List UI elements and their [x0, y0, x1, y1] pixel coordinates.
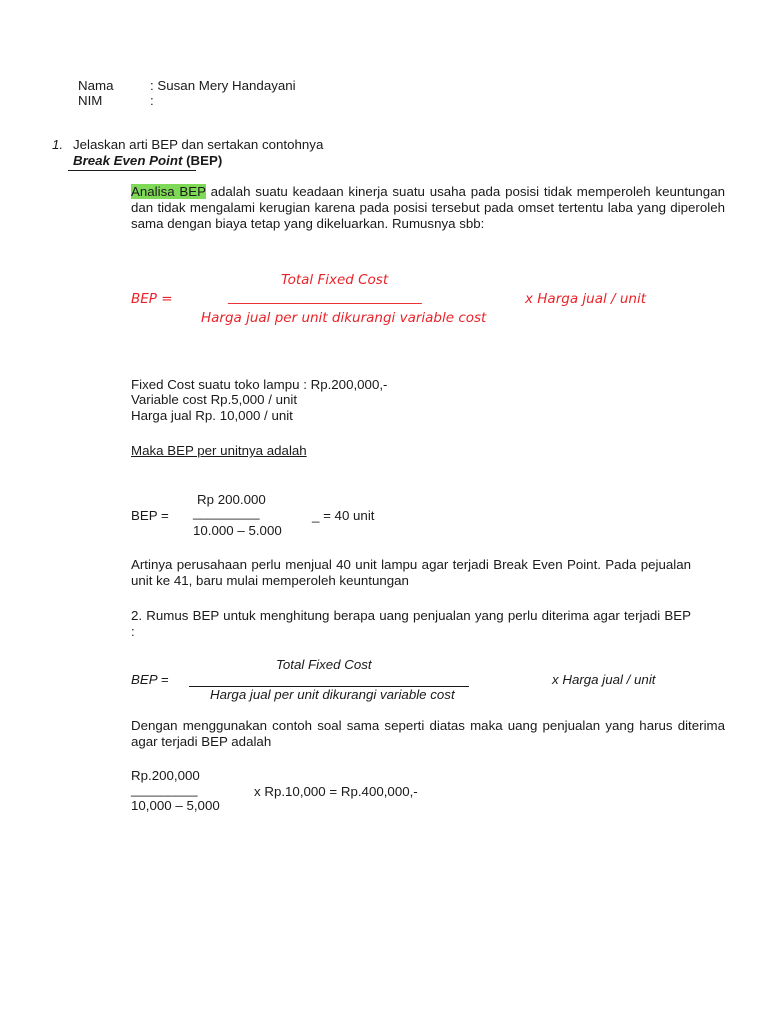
calc1-numerator: Rp 200.000 [197, 492, 266, 507]
term-heading [73, 153, 222, 169]
formula2-denominator: Harga jual per unit dikurangi variable cost [210, 687, 455, 702]
term-underline [68, 170, 196, 171]
formula1-multiplier: x Harga jual / unit [525, 291, 647, 307]
calc2-result: x Rp.10,000 = Rp.400,000,- [254, 784, 418, 799]
example-heading: Maka BEP per unitnya adalah [131, 443, 307, 458]
example-fixed-cost: Fixed Cost suatu toko lampu : Rp.200,000,- [131, 377, 388, 392]
calc2-fraction-bar: _________ [131, 782, 198, 797]
example-price: Harga jual Rp. 10,000 / unit [131, 408, 293, 423]
formula1-denominator: Harga jual per unit dikurangi variable cost [201, 310, 487, 326]
formula2-multiplier: x Harga jual / unit [552, 672, 656, 687]
term-name: Break Even Point [73, 153, 183, 168]
example-variable-cost: Variable cost Rp.5,000 / unit [131, 392, 298, 407]
nim-label: NIM [78, 93, 103, 108]
calc2-denominator: 10,000 – 5,000 [131, 798, 220, 813]
intro2-paragraph: Dengan menggunakan contoh soal sama seperti diatas maka uang penjualan yang harus diterima agar terjadi BEP adalah [131, 718, 725, 749]
question-2-text: 2. Rumus BEP untuk menghitung berapa uang penjualan yang perlu diterima agar terjadi BEP : [131, 608, 691, 639]
question-number: 1. [52, 137, 64, 152]
definition-paragraph [131, 184, 725, 232]
calc1-fraction-bar: _________ [193, 505, 260, 520]
definition-highlight: Analisa BEP [131, 184, 206, 199]
nim-value: : [150, 93, 154, 108]
formula1-lhs: BEP = [131, 291, 173, 307]
calc1-lhs: BEP = [131, 508, 169, 523]
formula2-numerator: Total Fixed Cost [276, 657, 372, 672]
nama-value: : Susan Mery Handayani [150, 78, 296, 93]
question-1-text: Jelaskan arti BEP dan sertakan contohnya [73, 137, 324, 152]
formula1-numerator: Total Fixed Cost [281, 272, 389, 288]
conclusion-paragraph: Artinya perusahaan perlu menjual 40 unit lampu agar terjadi Break Even Point. Pada pejualan unit ke 41, baru mulai memperoleh keuntungan [131, 557, 691, 588]
formula1-fraction-bar: ______________________________ [228, 289, 422, 305]
term-abbr: (BEP) [182, 153, 223, 168]
formula2-lhs: BEP = [131, 672, 169, 687]
calc1-denominator: 10.000 – 5.000 [193, 523, 282, 538]
nama-label: Nama [78, 78, 114, 93]
calc1-result: _ = 40 unit [312, 508, 375, 523]
calc2-numerator: Rp.200,000 [131, 768, 200, 783]
definition-text: adalah suatu keadaan kinerja suatu usaha pada posisi tidak memperoleh keuntungan dan tidak mengalami kerugian karena pada posisi tersebut pada omset tertentu laba yang diperoleh sama dengan biaya tetap yang dikeluarkan. Rumusnya sbb: [131, 184, 725, 231]
